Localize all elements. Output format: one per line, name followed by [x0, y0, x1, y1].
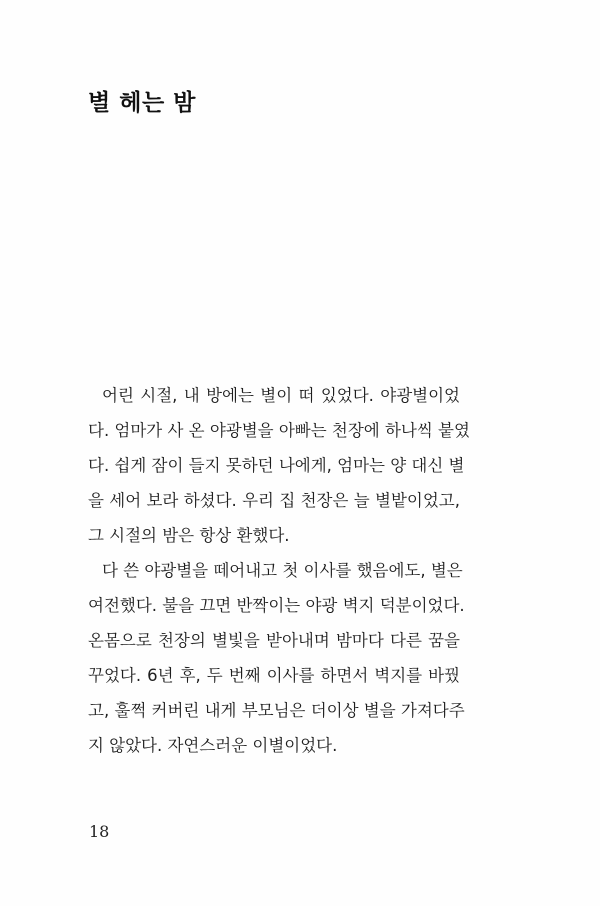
text-line: 지 않았다. 자연스러운 이별이었다.	[88, 736, 338, 755]
chapter-title: 별 헤는 밤	[88, 90, 196, 116]
text-line: 다 쓴 야광별을 떼어내고 첫 이사를 했음에도, 별은	[102, 561, 463, 580]
text-line: 고, 훌쩍 커버린 내게 부모님은 더이상 별을 가져다주	[88, 701, 465, 720]
body-text	[88, 378, 470, 763]
text-line: 여전했다. 불을 끄면 반짝이는 야광 벽지 덕분이었다.	[88, 596, 465, 615]
text-line: 다. 엄마가 사 온 야광별을 아빠는 천장에 하나씩 붙였	[88, 421, 470, 440]
paragraph-1	[88, 378, 470, 553]
text-line: 꾸었다. 6년 후, 두 번째 이사를 하면서 벽지를 바꿨	[88, 666, 460, 685]
text-line: 온몸으로 천장의 별빛을 받아내며 밤마다 다른 꿈을	[88, 631, 460, 650]
text-line: 을 세어 보라 하셨다. 우리 집 천장은 늘 별밭이었고,	[88, 491, 460, 510]
text-line: 그 시절의 밤은 항상 환했다.	[88, 526, 290, 545]
page-number: 18	[89, 822, 110, 841]
text-line: 어린 시절, 내 방에는 별이 떠 있었다. 야광별이었	[102, 386, 460, 405]
paragraph-2	[88, 553, 465, 763]
text-line: 다. 쉽게 잠이 들지 못하던 나에게, 엄마는 양 대신 별	[88, 456, 465, 475]
